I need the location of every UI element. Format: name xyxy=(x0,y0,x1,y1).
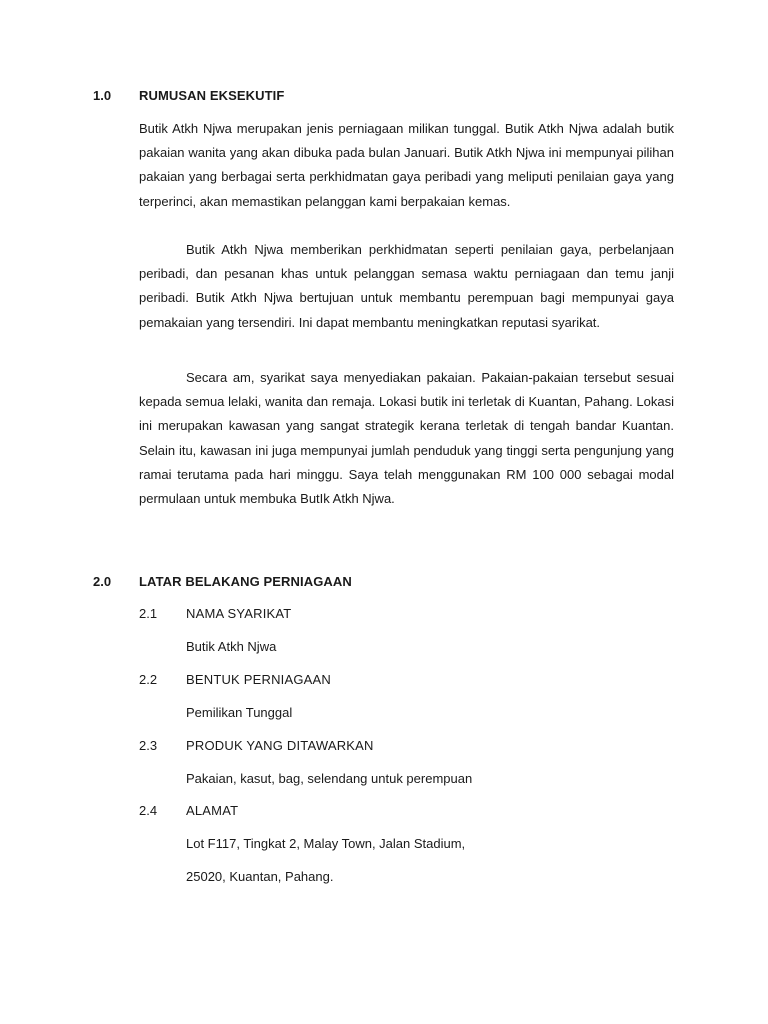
subsection-2-2-title: BENTUK PERNIAGAAN xyxy=(186,672,331,687)
section-1-paragraph-3: Secara am, syarikat saya menyediakan pakaian. Pakaian-pakaian tersebut sesuai kepada semua lelaki, wanita dan remaja. Lokasi butik ini terletak di Kuantan, Pahang. Lokasi ini merupakan kawasan yang sangat strategik kerana terletak di tengah bandar Kuantan. Selain itu, kawasan ini juga mempunyai jumlah penduduk yang tinggi serta pengunjung yang ramai terutama pada hari minggu. Saya telah menggunakan RM 100 000 sebagai modal permulaan untuk membuka ButIk Atkh Njwa. xyxy=(139,370,674,507)
section-2-number: 2.0 xyxy=(93,574,112,589)
subsection-2-4-value-line-1: Lot F117, Tingkat 2, Malay Town, Jalan Stadium, xyxy=(186,836,466,851)
subsection-2-3-value: Pakaian, kasut, bag, selendang untuk perempuan xyxy=(186,771,473,786)
subsection-2-1-title: NAMA SYARIKAT xyxy=(186,606,292,621)
subsection-2-3-title: PRODUK YANG DITAWARKAN xyxy=(186,738,374,753)
section-2-title: LATAR BELAKANG PERNIAGAAN xyxy=(139,574,352,589)
subsection-2-2-number: 2.2 xyxy=(139,672,158,687)
subsection-2-3-number: 2.3 xyxy=(139,738,158,753)
section-1-paragraph-1: Butik Atkh Njwa merupakan jenis perniagaan milikan tunggal. Butik Atkh Njwa adalah butik pakaian wanita yang akan dibuka pada bulan Januari. Butik Atkh Njwa ini mempunyai pilihan pakaian yang berbagai serta perkhidmatan gaya peribadi yang meliputi penilaian gaya yang terperinci, akan memastikan pelanggan kami berpakaian kemas. xyxy=(139,121,674,209)
section-1-title: RUMUSAN EKSEKUTIF xyxy=(139,88,285,103)
section-1-paragraph-2: Butik Atkh Njwa memberikan perkhidmatan seperti penilaian gaya, perbelanjaan peribadi, dan pesanan khas untuk pelanggan semasa waktu perniagaan dan temu janji peribadi. Butik Atkh Njwa bertujuan untuk membantu perempuan bagi mempunyai gaya pemakaian yang tersendiri. Ini dapat membantu meningkatkan reputasi syarikat. xyxy=(139,242,674,330)
subsection-2-1-value: Butik Atkh Njwa xyxy=(186,639,277,654)
subsection-2-4-value-line-2: 25020, Kuantan, Pahang. xyxy=(186,869,334,884)
subsection-2-4-title: ALAMAT xyxy=(186,803,239,818)
section-1-number: 1.0 xyxy=(93,88,112,103)
subsection-2-4-number: 2.4 xyxy=(139,803,158,818)
subsection-2-1-number: 2.1 xyxy=(139,606,158,621)
subsection-2-2-value: Pemilikan Tunggal xyxy=(186,705,293,720)
